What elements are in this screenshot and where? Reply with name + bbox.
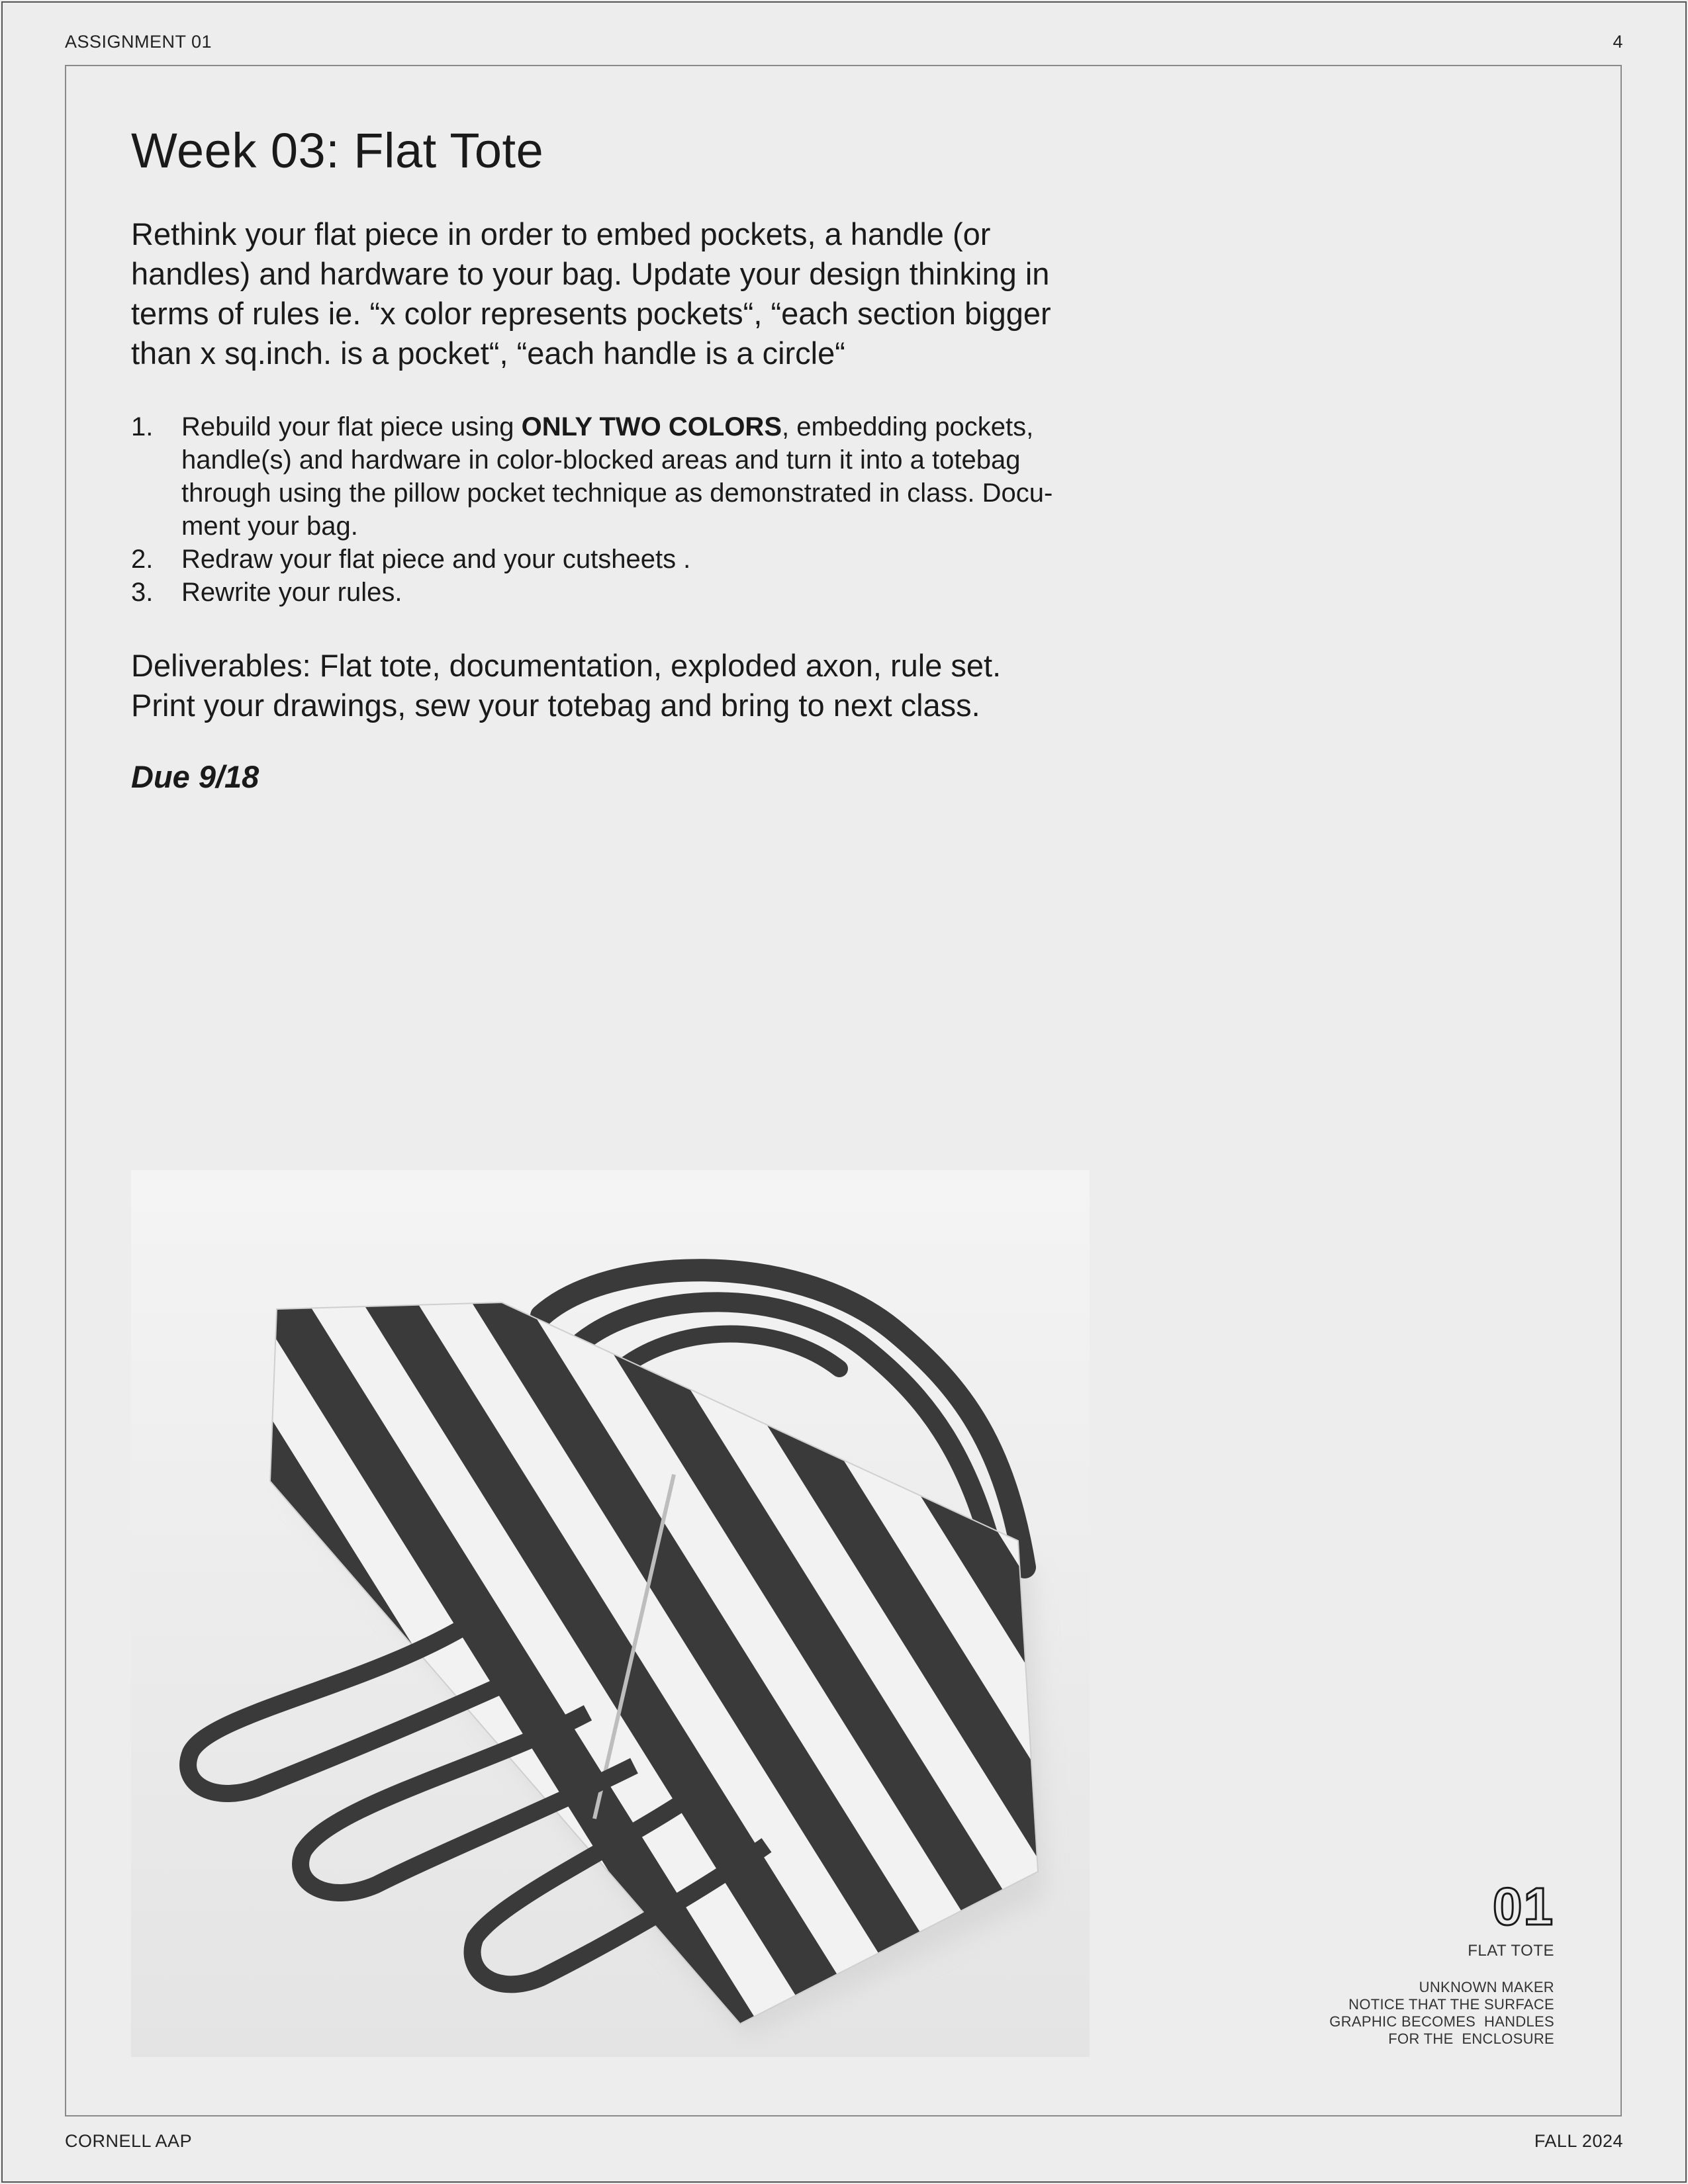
step-text: Rebuild your flat piece using	[181, 412, 522, 441]
figure-note-line: GRAPHIC BECOMES HANDLES	[1329, 2013, 1554, 2030]
step-number: 2.	[131, 545, 154, 574]
figure-title: FLAT TOTE	[1468, 1942, 1554, 1960]
step-emphasis: ONLY TWO COLORS	[521, 412, 782, 441]
list-item	[131, 410, 1098, 543]
deliverables-line: Deliverables: Flat tote, documentation, exploded axon, rule set.	[131, 648, 1002, 683]
step-text: Redraw your flat piece and your cutsheets .	[181, 545, 691, 574]
step-number: 3.	[131, 578, 154, 607]
figure-caption	[1329, 1878, 1554, 2048]
striped-tote-illustration	[131, 1170, 1090, 2057]
deliverables-paragraph	[131, 646, 1098, 725]
deliverables-line: Print your drawings, sew your totebag and bring to next class.	[131, 688, 980, 723]
list-item	[131, 543, 1098, 576]
tote-bag-photo	[131, 1170, 1090, 2057]
figure-note-line: NOTICE THAT THE SURFACE	[1348, 1996, 1554, 2013]
figure-note-line: UNKNOWN MAKER	[1419, 1979, 1554, 1995]
steps-list	[131, 410, 1098, 609]
due-date: Due 9/18	[131, 759, 259, 794]
figure-number: 01	[1493, 1877, 1554, 1936]
figure-note-line: FOR THE ENCLOSURE	[1388, 2030, 1554, 2047]
step-text-continued: , embedding pockets, handle(s) and hardware in color-blocked areas and turn it into a totebag through using the pillow pocket technique as demonstrated in class. Docu-ment your bag.	[181, 412, 1053, 541]
page-number: 4	[1613, 32, 1623, 52]
footer-term: FALL 2024	[1534, 2131, 1623, 2151]
assignment-content	[131, 118, 1098, 795]
page-title: Week 03: Flat Tote	[131, 123, 544, 178]
header-assignment-label: ASSIGNMENT 01	[65, 32, 212, 52]
figure-note	[1329, 1979, 1554, 2048]
intro-paragraph: Rethink your flat piece in order to embed pockets, a handle (or handles) and hardware to your bag. Update your design thinking in terms of rules ie. “x color represents pockets“, “each section bigger than x sq.inch. is a pocket“, “each handle is a circle“	[131, 216, 1051, 371]
step-text: Rewrite your rules.	[181, 578, 402, 607]
footer-institution: CORNELL AAP	[65, 2131, 193, 2151]
list-item	[131, 576, 1098, 609]
step-number: 1.	[131, 412, 154, 441]
